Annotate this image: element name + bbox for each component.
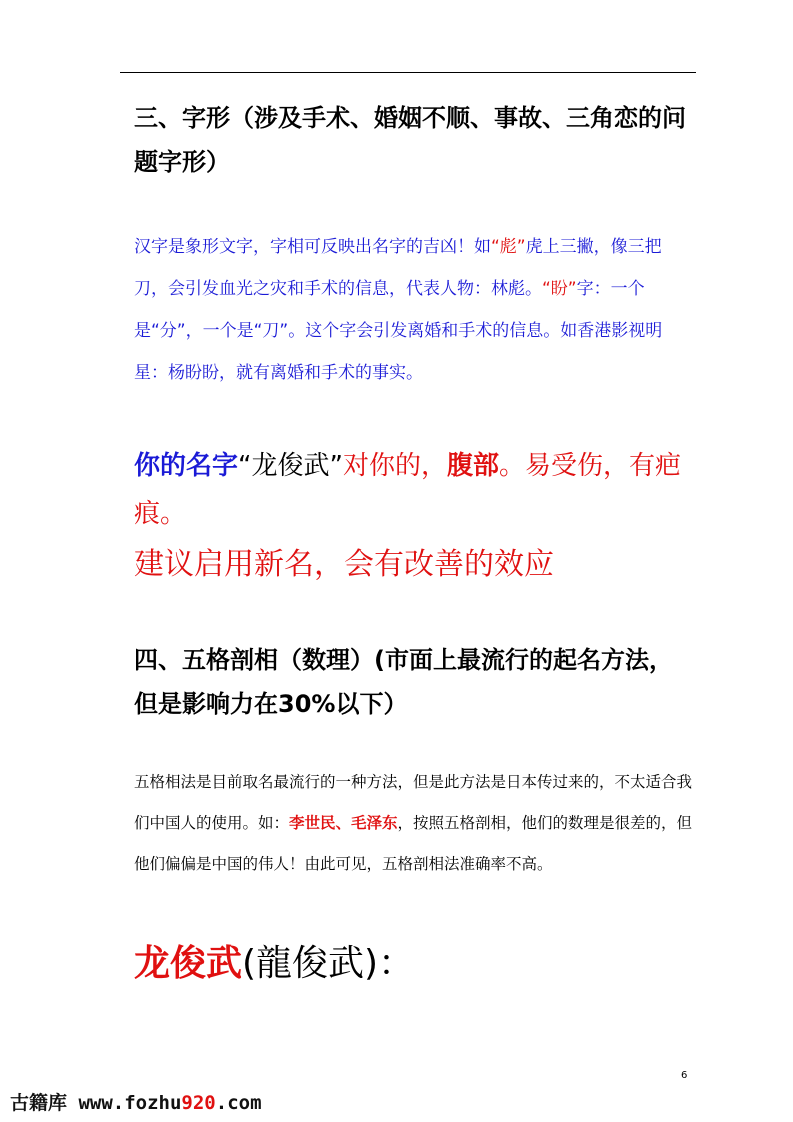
section4-text-b: ，按照五格剖相，他们的数理是很差的，但他们偏偏是中国的伟人！由此可见，五格剖相法准确率不高。 — [134, 814, 693, 873]
section3-text-b: 虎上三撇，像三把刀，会引发血光之灾和手术的信息，代表人物：林彪。 — [134, 237, 662, 299]
final-name: 龙俊武 — [134, 943, 243, 984]
section4-paragraph — [134, 762, 694, 885]
watermark-url-a: www.fozhu — [78, 1092, 182, 1114]
watermark-url-b: .com — [215, 1092, 262, 1114]
assessed-name: “龙俊武” — [238, 451, 343, 481]
section4-text-a: 五格相法是目前取名最流行的一种方法，但是此方法是日本传过来的，不太适合我们中国人的使用。如： — [134, 773, 693, 832]
section4-examples: 李世民、毛泽东 — [289, 814, 398, 832]
header-rule — [120, 72, 696, 73]
section3-text-a: 汉字是象形文字，字相可反映出名字的吉凶！如 — [134, 237, 491, 257]
assessment-middle: 对你的， — [342, 451, 447, 481]
section3-text-c: 字：一个是“分”，一个是“刀”。这个字会引发离婚和手术的信息。如香港影视明星：杨盼盼，就有离婚和手术的事实。 — [134, 279, 663, 383]
assessment-suffix: 。易受伤，有疤痕。 — [134, 451, 682, 529]
watermark — [10, 1088, 262, 1115]
final-name-heading — [134, 934, 694, 994]
section3-heading: 三、字形（涉及手术、婚姻不顺、事故、三角恋的问题字形） — [134, 104, 686, 176]
example-char-pan: “盼” — [542, 279, 577, 299]
example-char-biao: “彪” — [491, 237, 526, 257]
final-traditional-name: (龍俊武)： — [242, 943, 415, 984]
name-assessment — [134, 442, 694, 538]
assessment-body-part: 腹部 — [446, 451, 499, 481]
watermark-url-num: 920 — [181, 1092, 216, 1114]
section3-paragraph — [134, 226, 694, 394]
assessment-prefix: 你的名字 — [134, 451, 239, 481]
section4-heading: 四、五格剖相（数理）(市面上最流行的起名方法，但是影响力在30%以下） — [134, 646, 673, 718]
watermark-site-name: 古籍库 — [10, 1092, 68, 1114]
advice-text: 建议启用新名，会有改善的效应 — [134, 547, 554, 582]
page-number: 6 — [681, 1070, 688, 1081]
